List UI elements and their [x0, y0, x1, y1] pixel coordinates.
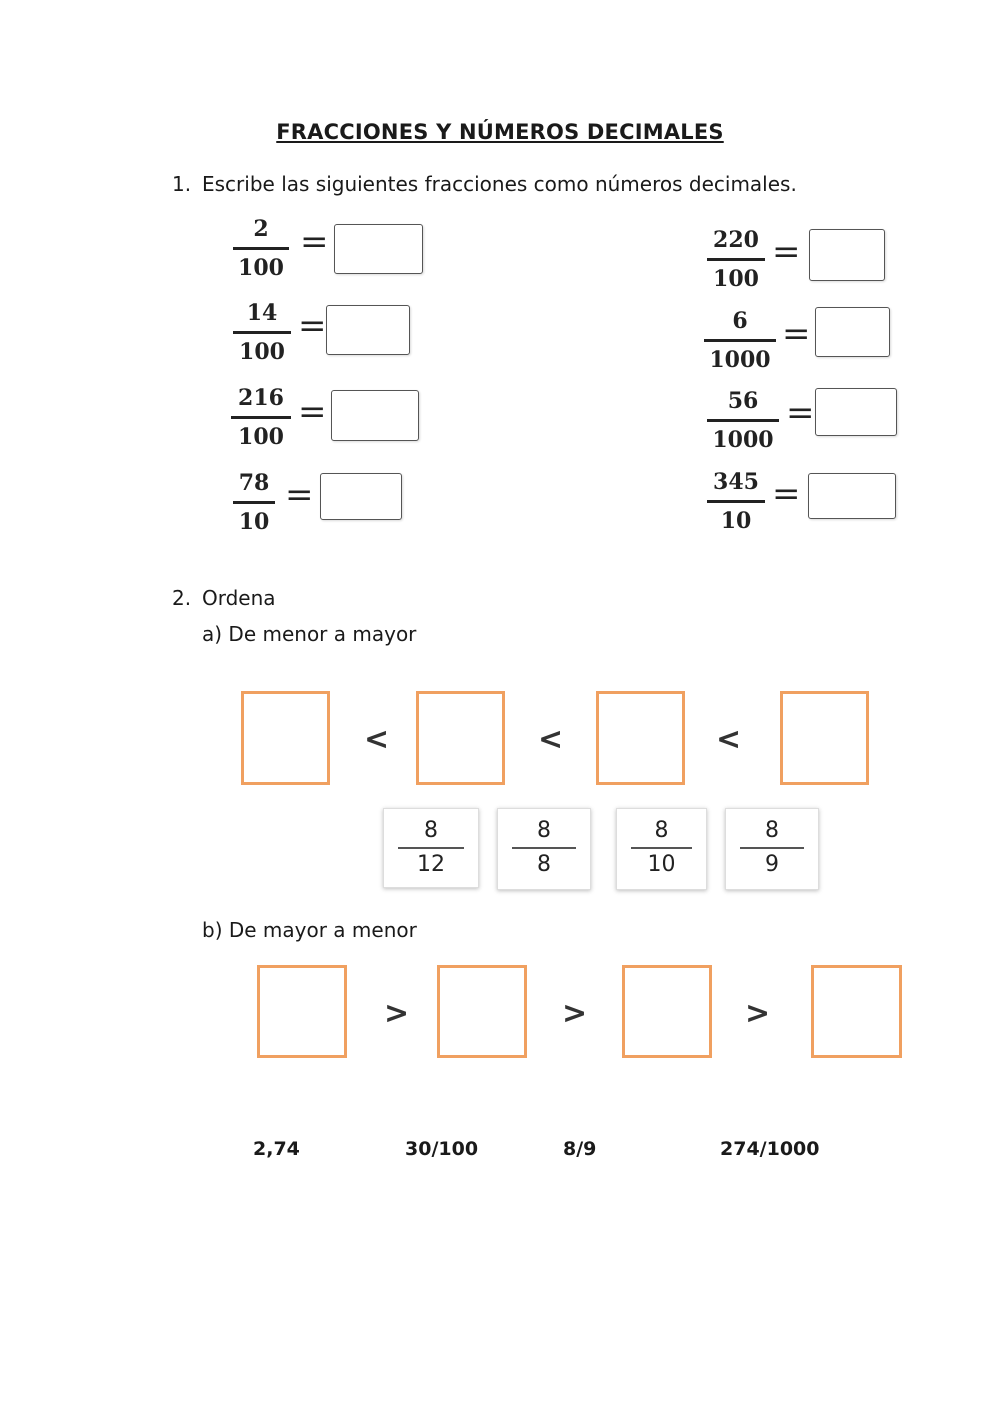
option-value-1[interactable]: 2,74 [253, 1138, 300, 1160]
denominator: 9 [765, 851, 779, 877]
fraction-bar [707, 419, 779, 422]
fraction-bar [704, 339, 776, 342]
order-box-a-2[interactable] [416, 691, 505, 785]
part-b-label: b) De mayor a menor [202, 918, 417, 942]
numerator: 8 [765, 818, 779, 843]
fraction-right-4 [707, 468, 765, 535]
answer-box-left-1[interactable] [334, 224, 423, 274]
fraction-bar [707, 258, 765, 261]
denominator: 10 [238, 509, 270, 535]
order-box-b-1[interactable] [257, 965, 347, 1058]
part-a-label: a) De menor a mayor [202, 622, 417, 646]
question-1 [172, 172, 797, 196]
fraction-card-1[interactable] [383, 808, 479, 888]
denominator: 100 [238, 255, 284, 281]
equals-sign: = [285, 475, 314, 515]
equals-sign: = [786, 393, 815, 433]
question-1-number: 1. [172, 172, 192, 196]
fraction-bar [398, 847, 464, 849]
numerator: 6 [732, 308, 748, 334]
numerator: 8 [654, 818, 669, 843]
fraction-bar [233, 331, 291, 334]
denominator: 10 [720, 508, 752, 534]
question-2-number: 2. [172, 586, 192, 610]
equals-sign: = [300, 222, 329, 262]
fraction-right-3 [707, 387, 779, 454]
fraction-card-4[interactable] [725, 808, 819, 890]
greater-than-sign: > [745, 996, 771, 1031]
answer-box-right-2[interactable] [815, 307, 890, 357]
fraction-left-4 [233, 469, 275, 536]
fraction-bar [512, 847, 576, 849]
equals-sign: = [772, 474, 801, 514]
option-value-4[interactable]: 274/1000 [720, 1138, 820, 1160]
fraction-card-3[interactable] [616, 808, 707, 890]
numerator: 8 [537, 818, 551, 843]
fraction-right-2 [704, 307, 776, 374]
fraction-card-2[interactable] [497, 808, 591, 890]
answer-box-left-4[interactable] [320, 473, 402, 520]
numerator: 14 [246, 300, 278, 326]
numerator: 345 [713, 469, 759, 495]
order-box-a-1[interactable] [241, 691, 330, 785]
order-box-b-2[interactable] [437, 965, 527, 1058]
less-than-sign: < [538, 722, 564, 757]
page-title: FRACCIONES Y NÚMEROS DECIMALES [276, 120, 724, 144]
fraction-bar [740, 847, 804, 849]
equals-sign: = [772, 232, 801, 272]
denominator: 1000 [709, 347, 771, 373]
question-2 [172, 586, 276, 610]
less-than-sign: < [364, 722, 390, 757]
greater-than-sign: > [384, 996, 410, 1031]
numerator: 216 [238, 385, 284, 411]
answer-box-left-2[interactable] [326, 305, 410, 355]
order-box-a-3[interactable] [596, 691, 685, 785]
denominator: 10 [647, 851, 676, 877]
fraction-bar [707, 500, 765, 503]
order-box-b-3[interactable] [622, 965, 712, 1058]
equals-sign: = [782, 314, 811, 354]
answer-box-right-1[interactable] [809, 229, 885, 281]
numerator: 220 [713, 227, 759, 253]
less-than-sign: < [716, 722, 742, 757]
fraction-bar [231, 416, 291, 419]
denominator: 1000 [712, 427, 774, 453]
fraction-right-1 [707, 226, 765, 293]
option-value-2[interactable]: 30/100 [405, 1138, 479, 1160]
equals-sign: = [298, 392, 327, 432]
fraction-left-3 [231, 384, 291, 451]
order-box-b-4[interactable] [811, 965, 902, 1058]
answer-box-right-4[interactable] [808, 473, 896, 519]
numerator: 56 [727, 388, 759, 414]
numerator: 8 [424, 818, 438, 843]
fraction-bar [631, 847, 692, 849]
denominator: 100 [239, 339, 285, 365]
answer-box-right-3[interactable] [815, 388, 897, 436]
denominator: 100 [238, 424, 284, 450]
fraction-left-2 [233, 299, 291, 366]
denominator: 12 [417, 851, 445, 877]
equals-sign: = [298, 306, 327, 346]
order-box-a-4[interactable] [780, 691, 869, 785]
numerator: 2 [253, 216, 269, 242]
numerator: 78 [238, 470, 270, 496]
denominator: 100 [713, 266, 759, 292]
question-2-text: Ordena [202, 586, 276, 610]
option-value-3[interactable]: 8/9 [563, 1138, 597, 1160]
question-1-text: Escribe las siguientes fracciones como números decimales. [202, 172, 797, 196]
fraction-bar [233, 247, 289, 250]
denominator: 8 [537, 851, 551, 877]
greater-than-sign: > [562, 996, 588, 1031]
fraction-left-1 [233, 215, 289, 282]
fraction-bar [233, 501, 275, 504]
answer-box-left-3[interactable] [331, 390, 419, 441]
